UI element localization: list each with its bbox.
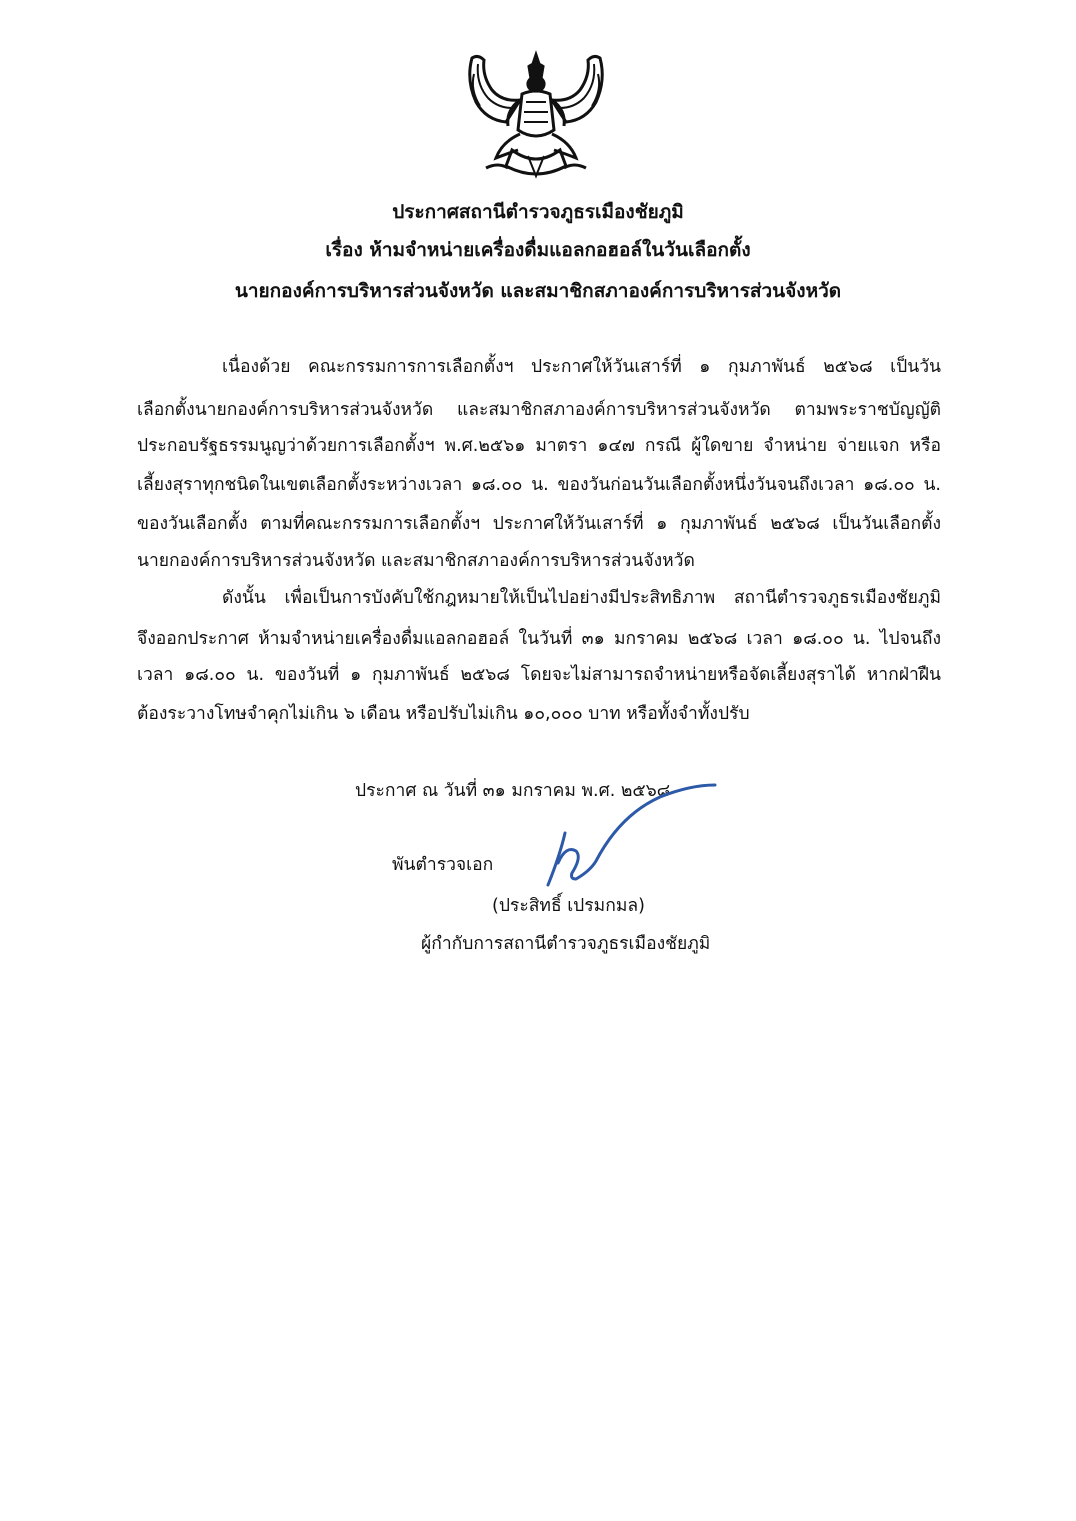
paragraph-1-line-1: เนื่องด้วย คณะกรรมการการเลือกตั้งฯ ประกาศให้วันเสาร์ที่ ๑ กุมภาพันธ์ ๒๕๖๘ เป็นวัน bbox=[222, 357, 941, 377]
paragraph-1-line-3: ประกอบรัฐธรรมนูญว่าด้วยการเลือกตั้งฯ พ.ศ.๒๕๖๑ มาตรา ๑๔๗ กรณี ผู้ใดขาย จำหน่าย จ่ายแจก หรือ bbox=[137, 436, 941, 456]
paragraph-1-line-6: นายกองค์การบริหารส่วนจังหวัด และสมาชิกสภาองค์การบริหารส่วนจังหวัด bbox=[137, 551, 695, 571]
paragraph-2-line-3: เวลา ๑๘.๐๐ น. ของวันที่ ๑ กุมภาพันธ์ ๒๕๖๘ โดยจะไม่สามารถจำหน่ายหรือจัดเลี้ยงสุราได้ หากฝ่าฝืน bbox=[137, 665, 941, 685]
announcement-subject: เรื่อง ห้ามจำหน่ายเครื่องดื่มแอลกอฮอล์ในวันเลือกตั้ง bbox=[325, 239, 751, 261]
paragraph-1-line-4: เลี้ยงสุราทุกชนิดในเขตเลือกตั้งระหว่างเวลา ๑๘.๐๐ น. ของวันก่อนวันเลือกตั้งหนึ่งวันจนถึงเวลา ๑๘.๐๐ น. bbox=[137, 475, 941, 495]
garuda-emblem-icon bbox=[462, 50, 610, 185]
signatory-rank: พันตำรวจเอก bbox=[392, 855, 494, 875]
paragraph-2-line-2: จึงออกประกาศ ห้ามจำหน่ายเครื่องดื่มแอลกอฮอล์ ในวันที่ ๓๑ มกราคม ๒๕๖๘ เวลา ๑๘.๐๐ น. ไปจนถึง bbox=[137, 629, 941, 649]
signatory-position: ผู้กำกับการสถานีตำรวจภูธรเมืองชัยภูมิ bbox=[421, 934, 711, 954]
paragraph-1-line-2: เลือกตั้งนายกองค์การบริหารส่วนจังหวัด และสมาชิกสภาองค์การบริหารส่วนจังหวัด ตามพระราชบัญญัติ bbox=[137, 400, 941, 420]
signatory-name: (ประสิทธิ์ เปรมกมล) bbox=[492, 896, 645, 916]
paragraph-1-line-5: ของวันเลือกตั้ง ตามที่คณะกรรมการเลือกตั้งฯ ประกาศให้วันเสาร์ที่ ๑ กุมภาพันธ์ ๒๕๖๘ เป็นวันเลือกตั้ง bbox=[137, 514, 941, 534]
paragraph-2-line-4: ต้องระวางโทษจำคุกไม่เกิน ๖ เดือน หรือปรับไม่เกิน ๑๐,๐๐๐ บาท หรือทั้งจำทั้งปรับ bbox=[137, 704, 750, 724]
paragraph-2-line-1: ดังนั้น เพื่อเป็นการบังคับใช้กฎหมายให้เป็นไปอย่างมีประสิทธิภาพ สถานีตำรวจภูธรเมืองชัยภูมิ bbox=[222, 588, 941, 608]
announcement-subject-continued: นายกองค์การบริหารส่วนจังหวัด และสมาชิกสภาองค์การบริหารส่วนจังหวัด bbox=[234, 280, 842, 302]
announcement-title: ประกาศสถานีตำรวจภูธรเมืองชัยภูมิ bbox=[392, 201, 684, 223]
announcement-date: ประกาศ ณ วันที่ ๓๑ มกราคม พ.ศ. ๒๕๖๘ bbox=[355, 781, 671, 801]
handwritten-signature bbox=[530, 775, 725, 890]
